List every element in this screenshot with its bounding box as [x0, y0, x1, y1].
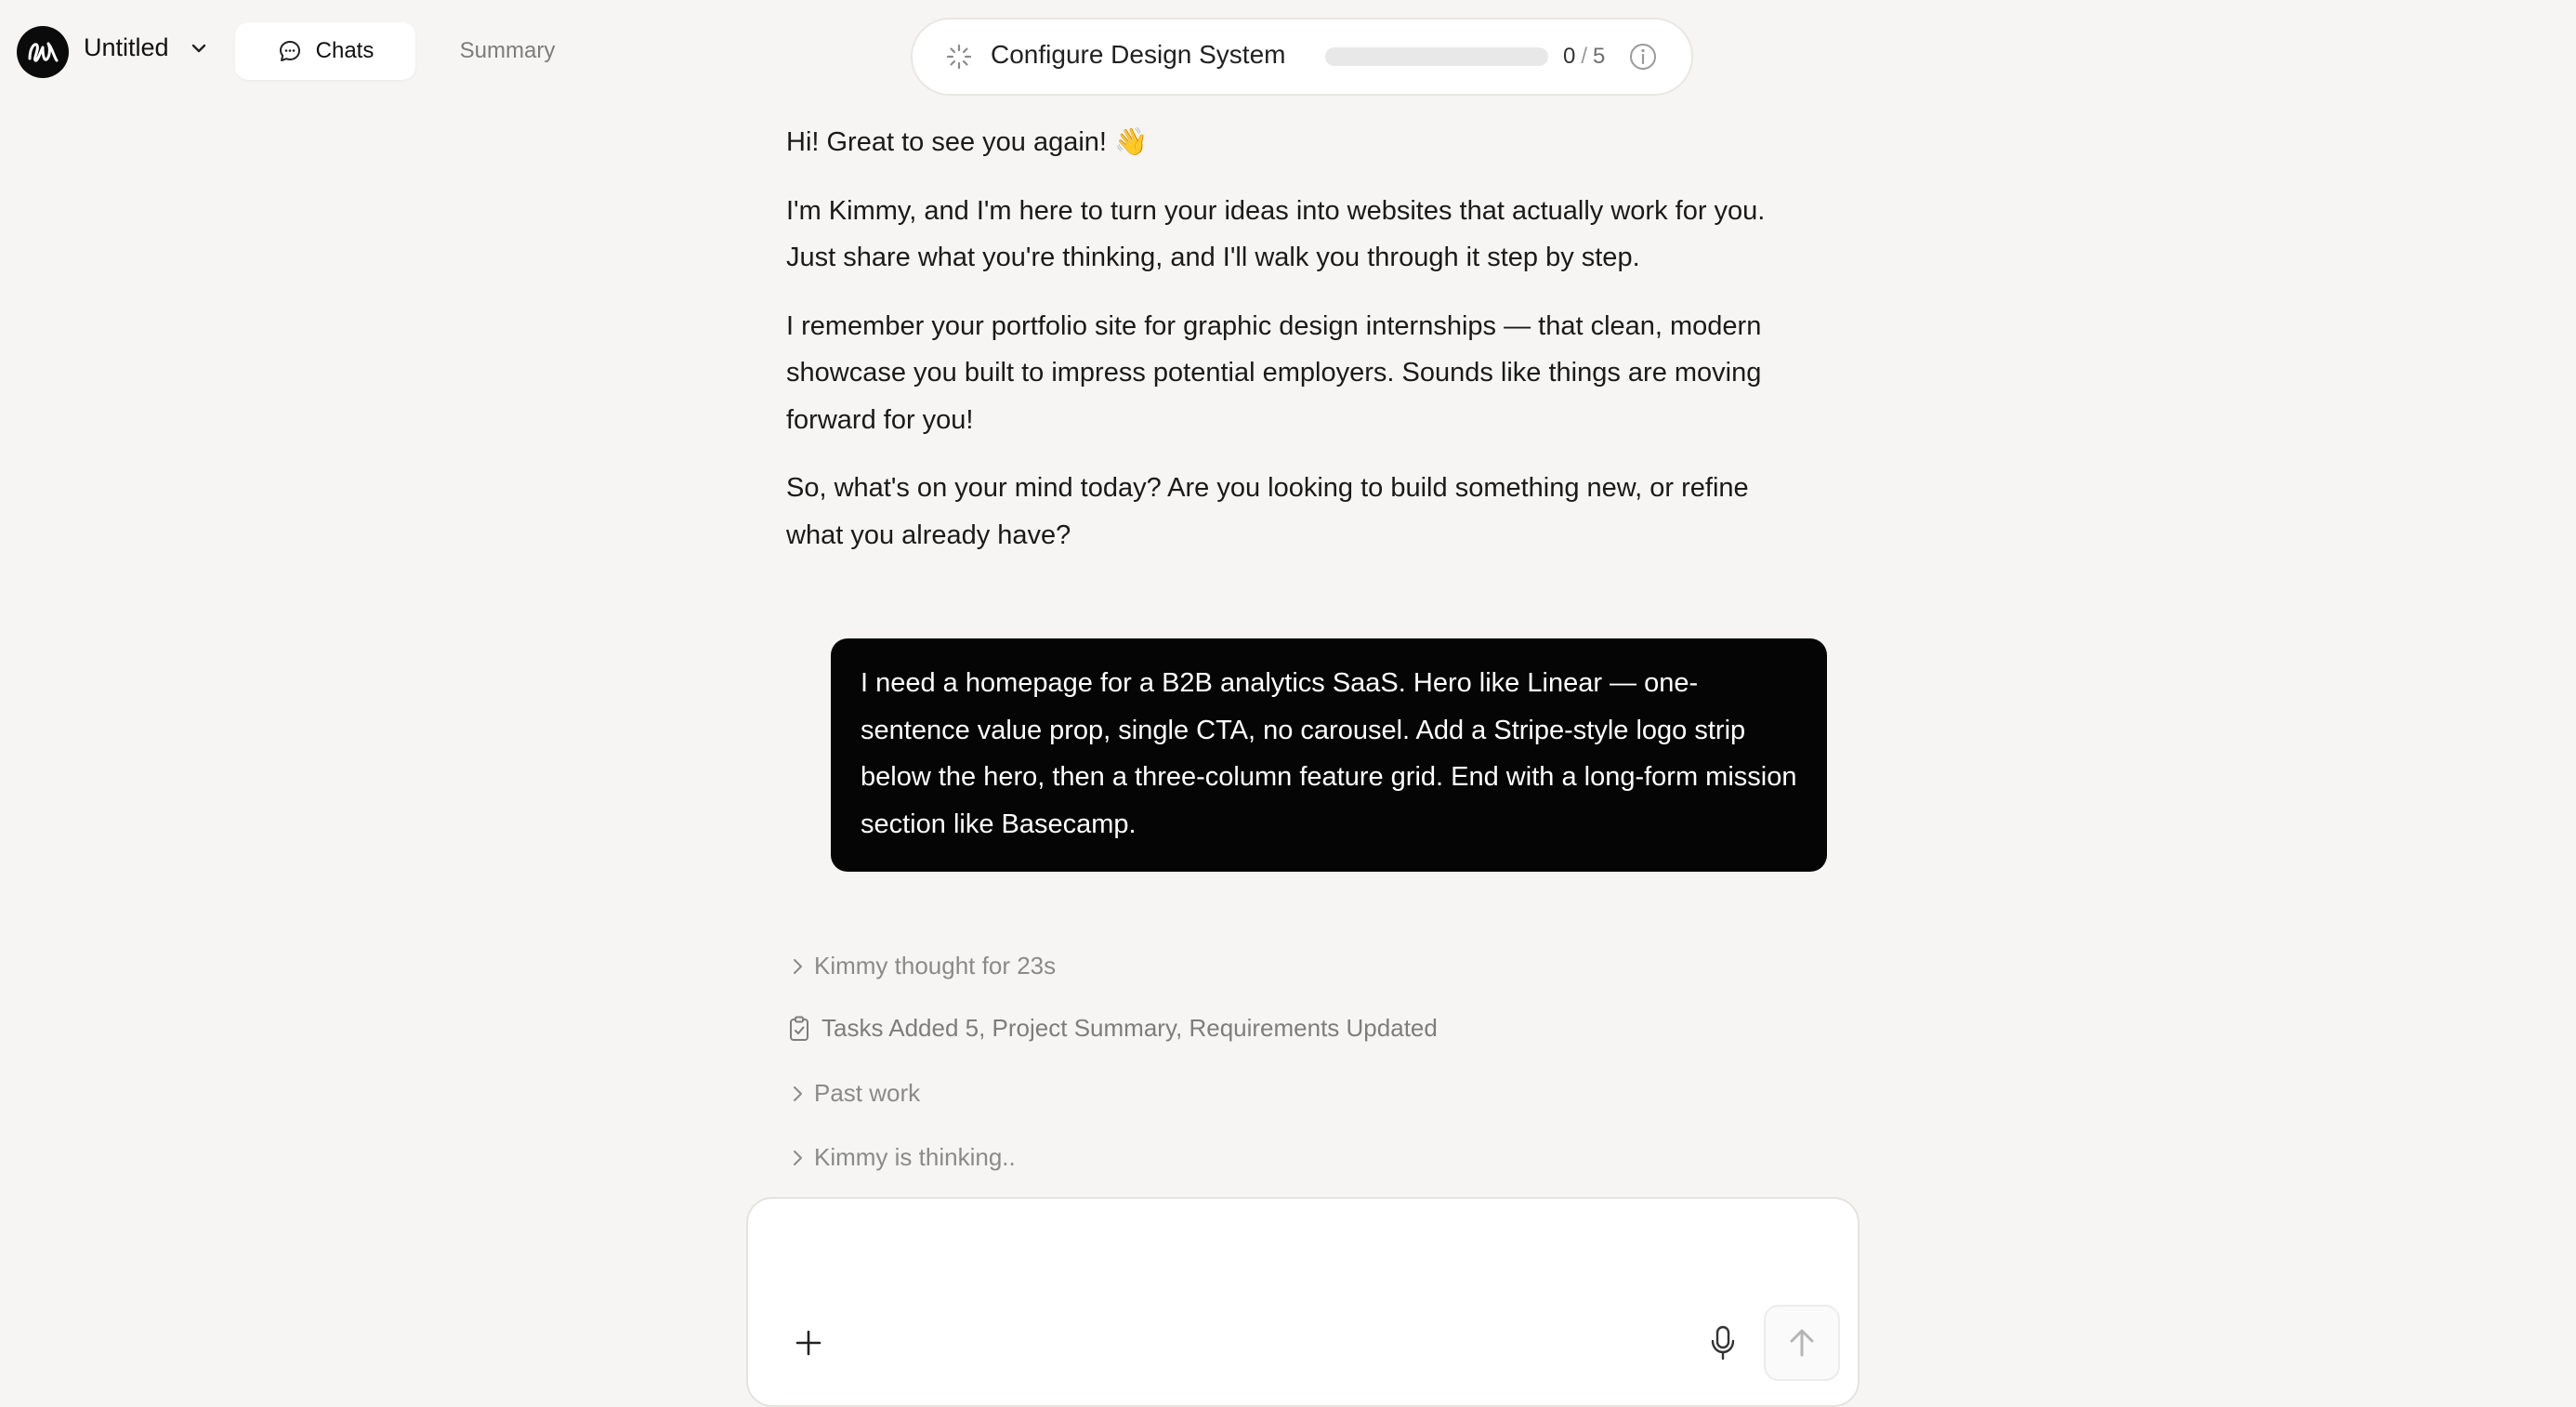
- waving-hand-icon: 👋: [1113, 127, 1149, 157]
- project-name-dropdown[interactable]: [84, 33, 208, 62]
- thought-toggle[interactable]: [786, 952, 1056, 980]
- tab-chats[interactable]: [235, 22, 415, 80]
- project-name: Untitled: [84, 33, 169, 61]
- send-button[interactable]: [1764, 1305, 1840, 1381]
- task-progress-pill[interactable]: [911, 18, 1693, 96]
- progress-completed: 0: [1563, 44, 1576, 69]
- past-work-toggle[interactable]: [786, 1079, 920, 1108]
- tab-summary[interactable]: [437, 22, 578, 80]
- message-input[interactable]: [776, 1221, 1830, 1299]
- assistant-paragraph: So, what's on your mind today? Are you looking to build something new, or refine what you already have?: [786, 473, 1749, 550]
- assistant-greeting: [786, 119, 1790, 166]
- tab-summary-label: Summary: [459, 38, 556, 63]
- thinking-label: Kimmy is thinking..: [814, 1143, 1016, 1171]
- progress-separator: /: [1581, 44, 1588, 69]
- progress-count: [1563, 44, 1605, 70]
- chevron-right-icon: [786, 955, 808, 978]
- message-composer: [746, 1197, 1860, 1407]
- loading-spinner-icon: [946, 44, 972, 70]
- progress-bar: [1325, 47, 1548, 66]
- microphone-icon: [1708, 1325, 1738, 1361]
- user-message-text: I need a homepage for a B2B analytics SaaS. Hero like Linear — one-sentence value prop, single CTA, no carousel. Add a Stripe-style logo strip below the hero, then a three-column feature grid. End with a long-form mission section like Basecamp.: [861, 668, 1797, 839]
- thinking-toggle[interactable]: [786, 1143, 1016, 1172]
- past-work-label: Past work: [814, 1079, 921, 1107]
- clipboard-check-icon: [786, 1015, 812, 1043]
- task-title: Configure Design System: [991, 40, 1286, 69]
- tab-chats-label: Chats: [315, 38, 375, 63]
- user-message-bubble: [831, 638, 1827, 872]
- thought-label: Kimmy thought for 23s: [814, 952, 1057, 980]
- chevron-right-icon: [786, 1147, 808, 1169]
- updates-label: Tasks Added 5, Project Summary, Requirements Updated: [821, 1014, 1438, 1042]
- plus-icon: [794, 1328, 823, 1358]
- info-icon[interactable]: [1628, 42, 1658, 72]
- chevron-down-icon: [190, 39, 208, 58]
- assistant-paragraph: I'm Kimmy, and I'm here to turn your ideas into websites that actually work for you. Just share what you're thinking, and I'll walk you through it step by step.: [786, 195, 1766, 272]
- assistant-paragraph: I remember your portfolio site for graphic design internships — that clean, modern showcase you built to impress potential employers. Sounds like things are moving forward for you!: [786, 310, 1762, 435]
- add-attachment-button[interactable]: [785, 1320, 832, 1366]
- greeting-text: Hi! Great to see you again!: [786, 127, 1107, 157]
- updates-summary: [786, 1014, 1438, 1043]
- arrow-up-icon: [1786, 1327, 1818, 1359]
- chevron-right-icon: [786, 1083, 808, 1105]
- app-logo-icon[interactable]: [17, 26, 69, 78]
- top-bar: [0, 0, 2576, 112]
- chat-bubble-icon: [277, 38, 303, 64]
- voice-input-button[interactable]: [1700, 1320, 1746, 1366]
- progress-total: 5: [1593, 44, 1606, 69]
- assistant-message: [786, 119, 1790, 580]
